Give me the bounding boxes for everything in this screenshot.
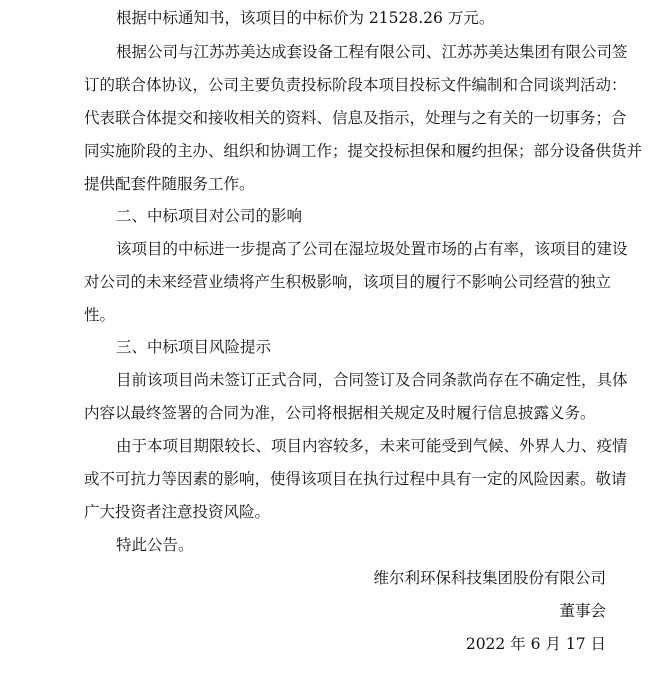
paragraph-consortium-line-1: 根据公司与江苏苏美达成套设备工程有限公司、江苏苏美达集团有限公司签 [116, 43, 628, 61]
paragraph-consortium-line-5: 提供配套件随服务工作。 [84, 175, 255, 193]
paragraph-impact-line-1: 该项目的中标进一步提高了公司在湿垃圾处置市场的占有率，该项目的建设 [116, 240, 628, 258]
paragraph-consortium-line-4: 同实施阶段的主办、组织和协调工作；提交投标担保和履约担保；部分设备供货并 [84, 142, 643, 160]
paragraph-impact-line-3: 性。 [84, 306, 116, 324]
paragraph-consortium-line-3: 代表联合体提交和接收相关的资料、信息及指示，处理与之有关的一切事务；合 [84, 109, 627, 127]
paragraph-risk-factors-line-3: 广大投资者注意投资风险。 [84, 503, 271, 521]
signature-date: 2022 年 6 月 17 日 [465, 635, 606, 653]
paragraph-risk-factors-line-2: 或不可抗力等因素的影响，使得该项目在执行过程中具有一定的风险因素。敬请 [84, 470, 627, 488]
signature-board: 董事会 [559, 602, 606, 620]
paragraph-risk-factors-line-1: 由于本项目期限较长、项目内容较多，未来可能受到气候、外界人力、疫情 [116, 437, 628, 455]
paragraph-impact-line-2: 对公司的未来经营业绩将产生积极影响，该项目的履行不影响公司经营的独立 [84, 273, 612, 291]
section-heading-risk: 三、中标项目风险提示 [116, 338, 272, 356]
paragraph-consortium-line-2: 订的联合体协议，公司主要负责投标阶段本项目投标文件编制和合同谈判活动： [84, 76, 627, 94]
section-heading-impact: 二、中标项目对公司的影响 [116, 207, 303, 225]
signature-company: 维尔利环保科技集团股份有限公司 [373, 569, 606, 587]
paragraph-bid-price: 根据中标通知书，该项目的中标价为 21528.26 万元。 [116, 9, 495, 27]
paragraph-risk-line-1: 目前该项目尚未签订正式合同，合同签订及合同条款尚存在不确定性，具体 [116, 371, 628, 389]
closing-text: 特此公告。 [116, 536, 194, 554]
paragraph-risk-line-2: 内容以最终签署的合同为准，公司将根据相关规定及时履行信息披露义务。 [84, 404, 596, 422]
